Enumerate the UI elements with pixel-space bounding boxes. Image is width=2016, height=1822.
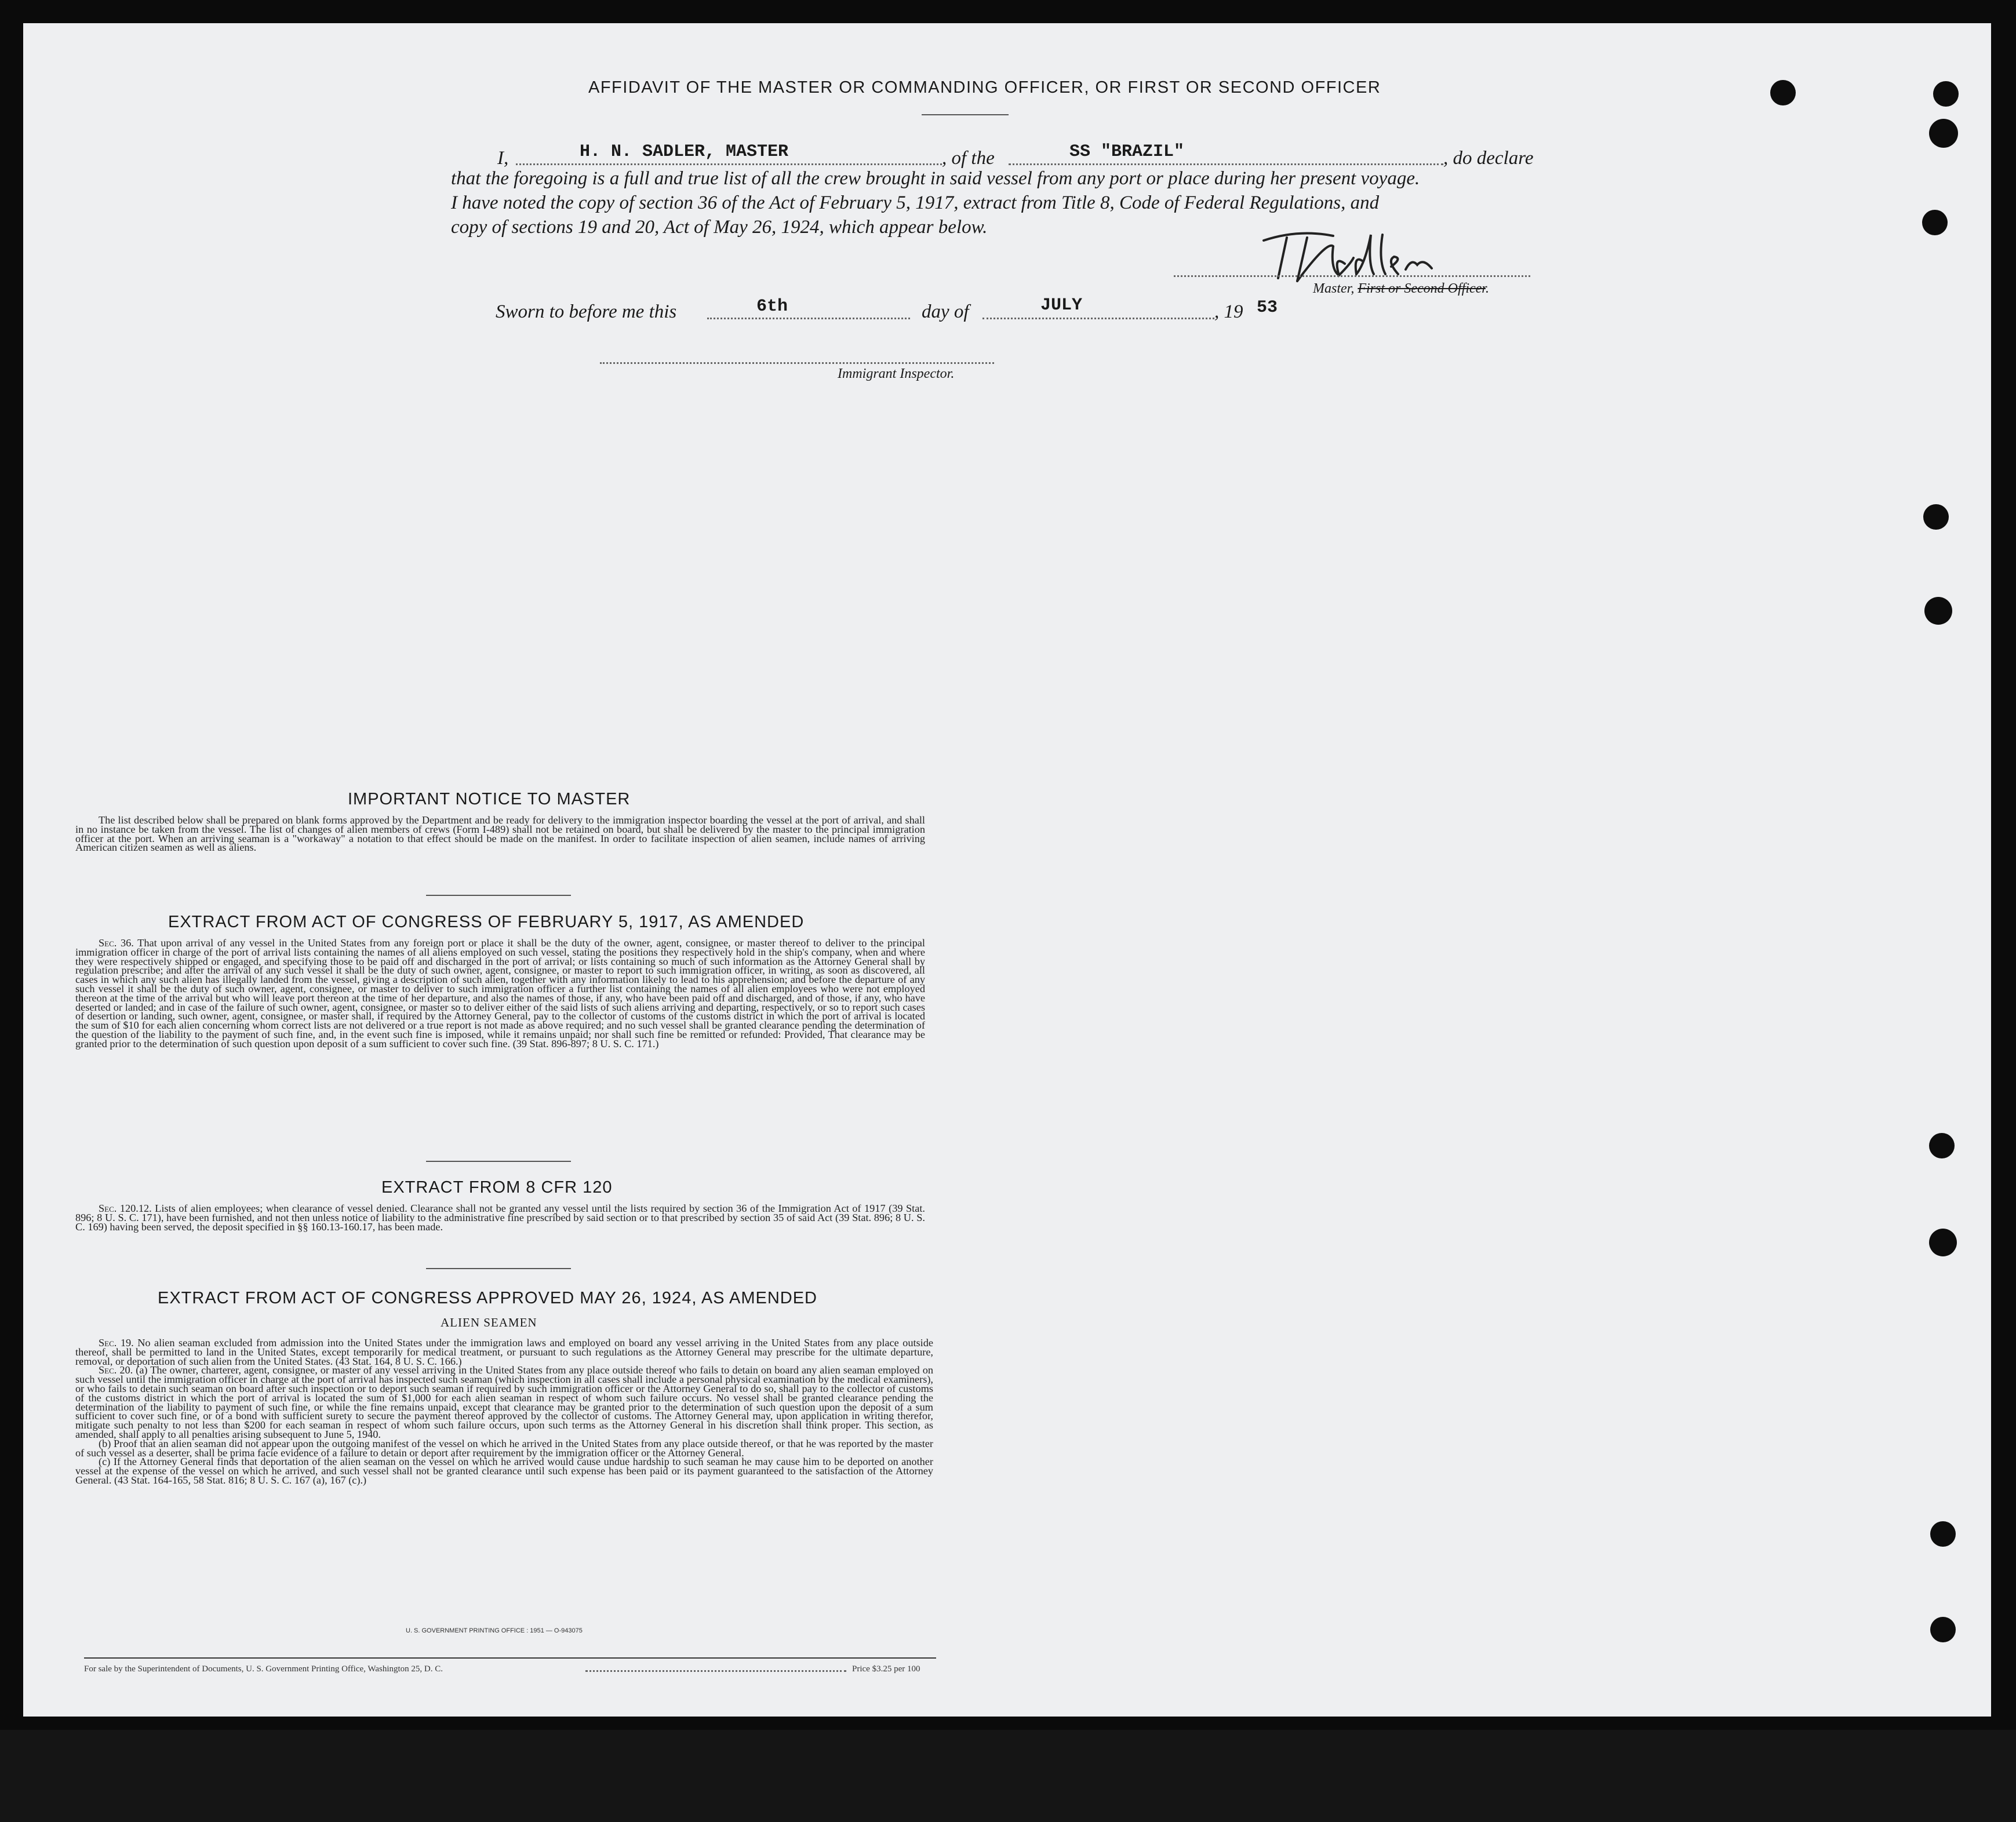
title-divider xyxy=(922,114,1009,115)
section-divider xyxy=(426,1268,571,1269)
typed-day: 6th xyxy=(756,297,788,316)
sec19-text: No alien seaman excluded from admission into the United States under the immigration laws and employed on board any vessel arriving in the United States from any place outside thereof, shall be permitted to land in the United States, except temporarily for medical treatment, or pursuant to such regulations as the Attorney General may prescribe for the ultimate departure, removal, or deportation of such alien from the United States. (43 Stat. 164, 8 U. S. C. 166.) xyxy=(75,1337,933,1367)
sec20a-paragraph xyxy=(75,1366,933,1439)
signature-caption-suffix: . xyxy=(1485,281,1489,296)
sec20c-paragraph xyxy=(75,1457,933,1485)
typed-year: 53 xyxy=(1257,298,1278,318)
decl-of-the: , of the xyxy=(942,148,995,169)
sec20a-text: (a) The owner, charterer, agent, consignee, or master of any vessel arriving in the United States from any place outside thereof who fails to detain on board any alien seaman employed on such vessel until the immigration officer in charge at the port of arrival has inspected such seaman (which inspection in all cases shall include a personal physical examination by the medical examiners), or who fails to detain such seaman on board after such inspection or to deport such seaman if required by such immigration officer or the Attorney General to do so, shall pay to the collector of customs of the customs district in which the port of arrival is located the sum of $1,000 for each alien seaman in respect of whom such failure occurs. No vessel shall be granted clearance pending the determination of the liability to payment of such fine, or while the fine remains unpaid, except that clearance may be granted prior to the determination of such question upon the deposit of a sum sufficient to cover such fine, or of a bond with sufficient surety to secure the payment thereof approved by the collector of customs. The Attorney General may, upon application in writing therefor, mitigate such penalty to not less than $200 for each seaman in respect of whom such failure occurs, upon such terms as the Attorney General in his discretion shall think proper. This section, as amended, shall apply to all penalties arising subsequent to June 5, 1940. xyxy=(75,1364,933,1440)
punch-hole xyxy=(1933,81,1959,107)
footer-leader xyxy=(585,1670,846,1672)
year-prefix: , 19 xyxy=(1214,301,1243,322)
decl-do-declare: , do declare xyxy=(1443,148,1534,169)
footer-rule xyxy=(84,1657,936,1659)
extract-cfr-heading: EXTRACT FROM 8 CFR 120 xyxy=(381,1178,613,1197)
punch-hole xyxy=(1929,1133,1955,1158)
affidavit-title: AFFIDAVIT OF THE MASTER OR COMMANDING OFFICER, OR FIRST OR SECOND OFFICER xyxy=(588,78,1381,97)
sec20b-text: (b) Proof that an alien seaman did not appear upon the outgoing manifest of the vessel on which he arrived in the United States from any place outside thereof, or that he was reported by the master of such vessel as a deserter, shall be prima facie evidence of a failure to detain or deport after requirement by the immigration officer or the Attorney General. xyxy=(75,1437,933,1459)
decl-line-4: copy of sections 19 and 20, Act of May 26, 1924, which appear below. xyxy=(451,217,988,238)
inspector-caption: Immigrant Inspector. xyxy=(838,366,955,381)
section-divider xyxy=(426,1161,571,1162)
punch-hole xyxy=(1924,597,1952,625)
sec120-label: Sec. 120.12. xyxy=(99,1202,152,1214)
inspector-underline xyxy=(600,362,994,364)
punch-hole xyxy=(1770,80,1796,105)
sec19-paragraph xyxy=(75,1339,933,1366)
sec36-text: That upon arrival of any vessel in the United States from any foreign port or place it shall be the duty of the owner, agent, consignee, or master thereof to deliver to the principal immigration officer in charge of the port of arrival lists containing the names of all aliens employed on such vessel, stating the positions they respectively hold in the ship's company, when and where they were respectively shipped or engaged, and specifying those to be paid off and discharged in the port of arrival; or lists containing so much of such information as the Attorney General shall by regulation prescribe; and after the arrival of any such vessel it shall be the duty of such owner, agent, consignee, or master to report to such immigration officer, in writing, as soon as discovered, all cases in which any such alien has illegally landed from the vessel, giving a description of such alien, together with any information likely to lead to his apprehension; and before the departure of any such vessel it shall be the duty of such owner, agent, consignee, or master to deliver to such immigration officer a further list containing the names of all alien employees who were not employed thereon at the time of the arrival but who will leave port thereon at the time of her departure, and also the names of those, if any, who have been paid off and discharged, and of those, if any, who have deserted or landed; and in case of the failure of such owner, agent, consignee, or master so to deliver either of the said lists of such aliens arriving and departing, respectively, or so to report such cases of desertion or landing, such owner, agent, consignee, or master shall, if required by the Attorney General, pay to the collector of customs of the customs district in which the port of arrival is located the sum of $10 for each alien concerning whom correct lists are not delivered or a true report is not made as above required; and no such vessel shall be granted clearance pending the determination of the question of the liability to the payment of such fine, and, in the event such fine is imposed, while it remains unpaid; nor shall such fine be remitted or refunded: Provided, That clearance may be granted prior to the determination of such question upon deposit of a sum sufficient to cover such fine. (39 Stat. 896-897; 8 U. S. C. 171.) xyxy=(75,937,925,1050)
punch-hole xyxy=(1930,1617,1956,1642)
signature-underline xyxy=(1174,275,1530,277)
punch-hole xyxy=(1922,210,1948,235)
punch-hole xyxy=(1929,119,1958,148)
vessel-underline xyxy=(1009,163,1443,165)
sec19-label: Sec. 19. xyxy=(99,1337,134,1349)
decl-i-label: I, xyxy=(497,148,509,169)
decl-line-3: I have noted the copy of section 36 of the Act of February 5, 1917, extract from Title 8, Code of Federal Regulations, and xyxy=(451,192,1380,213)
name-underline xyxy=(516,163,942,165)
extract-cfr-body xyxy=(75,1204,925,1231)
notice-heading: IMPORTANT NOTICE TO MASTER xyxy=(348,790,631,808)
day-underline xyxy=(707,318,910,319)
sec20b-paragraph xyxy=(75,1437,933,1459)
signature-caption-prefix: Master, xyxy=(1313,281,1358,296)
decl-line-2: that the foregoing is a full and true list of all the crew brought in said vessel from any port or place during her present voyage. xyxy=(451,168,1420,189)
extract-1917-heading: EXTRACT FROM ACT OF CONGRESS OF FEBRUARY 5, 1917, AS AMENDED xyxy=(168,913,805,931)
punch-hole xyxy=(1923,504,1949,530)
alien-seamen-subheading: ALIEN SEAMEN xyxy=(441,1316,537,1329)
printing-office-line: U. S. GOVERNMENT PRINTING OFFICE : 1951 — O-943075 xyxy=(406,1627,583,1634)
sec120-text: Lists of alien employees; when clearance of vessel denied. Clearance shall not be granted any vessel until the lists required by section 36 of the Immigration Act of 1917 (39 Stat. 896; 8 U. S. C. 171), have been furnished, and not then unless notice of liability to the administrative fine prescribed by said section or to that prescribed by section 35 of said Act (39 Stat. 896; 8 U. S. C. 169) having been served, the deposit specified in §§ 160.13-160.17, has been made. xyxy=(75,1202,925,1233)
extract-1917-body xyxy=(75,939,925,1049)
sec36-label: Sec. 36. xyxy=(99,937,134,949)
month-underline xyxy=(982,318,1214,319)
punch-hole xyxy=(1929,1229,1957,1256)
notice-text: The list described below shall be prepared on blank forms approved by the Department and be ready for delivery to the immigration inspector boarding the vessel at the port of arrival, and shall in no instance be taken from the vessel. The list of changes of alien members of crews (Form I-489) shall not be retained on board, but shall be delivered by the master to the principal immigration officer at the port. When an arriving seaman is a "workaway" a notation to that effect should be made on the manifest. In order to facilitate inspection of alien seamen, include names of arriving American citizen seamen as well as aliens. xyxy=(75,814,925,854)
signature-caption xyxy=(1313,281,1489,297)
signature-caption-struck: First or Second Officer xyxy=(1358,281,1486,296)
typed-month: JULY xyxy=(1040,296,1083,315)
sworn-label: Sworn to before me this xyxy=(496,301,677,322)
extract-1924-heading: EXTRACT FROM ACT OF CONGRESS APPROVED MAY 26, 1924, AS AMENDED xyxy=(158,1289,817,1307)
notice-body xyxy=(75,816,925,852)
day-of-label: day of xyxy=(922,301,969,322)
section-divider xyxy=(426,895,571,896)
sec20-label: Sec. 20. xyxy=(99,1364,133,1376)
scan-border xyxy=(0,1730,2016,1822)
punch-hole xyxy=(1930,1521,1956,1547)
typed-vessel: SS "BRAZIL" xyxy=(1069,142,1185,162)
extract-1924-body xyxy=(75,1339,933,1485)
sec20c-text: (c) If the Attorney General finds that deportation of the alien seaman on the vessel on which he arrived would cause undue hardship to such seaman he may cause him to be deported on another vessel at the expense of the vessel on which he arrived, and such vessel shall not be granted clearance until such expense has been paid or its payment guaranteed to the satisfaction of the Attorney General. (43 Stat. 164-165, 58 Stat. 816; 8 U. S. C. 167 (a), 167 (c).) xyxy=(75,1456,933,1486)
price-line: Price $3.25 per 100 xyxy=(852,1664,920,1674)
for-sale-line: For sale by the Superintendent of Documents, U. S. Government Printing Office, Washington 25, D. C. xyxy=(84,1664,443,1674)
typed-name: H. N. SADLER, MASTER xyxy=(580,142,789,162)
